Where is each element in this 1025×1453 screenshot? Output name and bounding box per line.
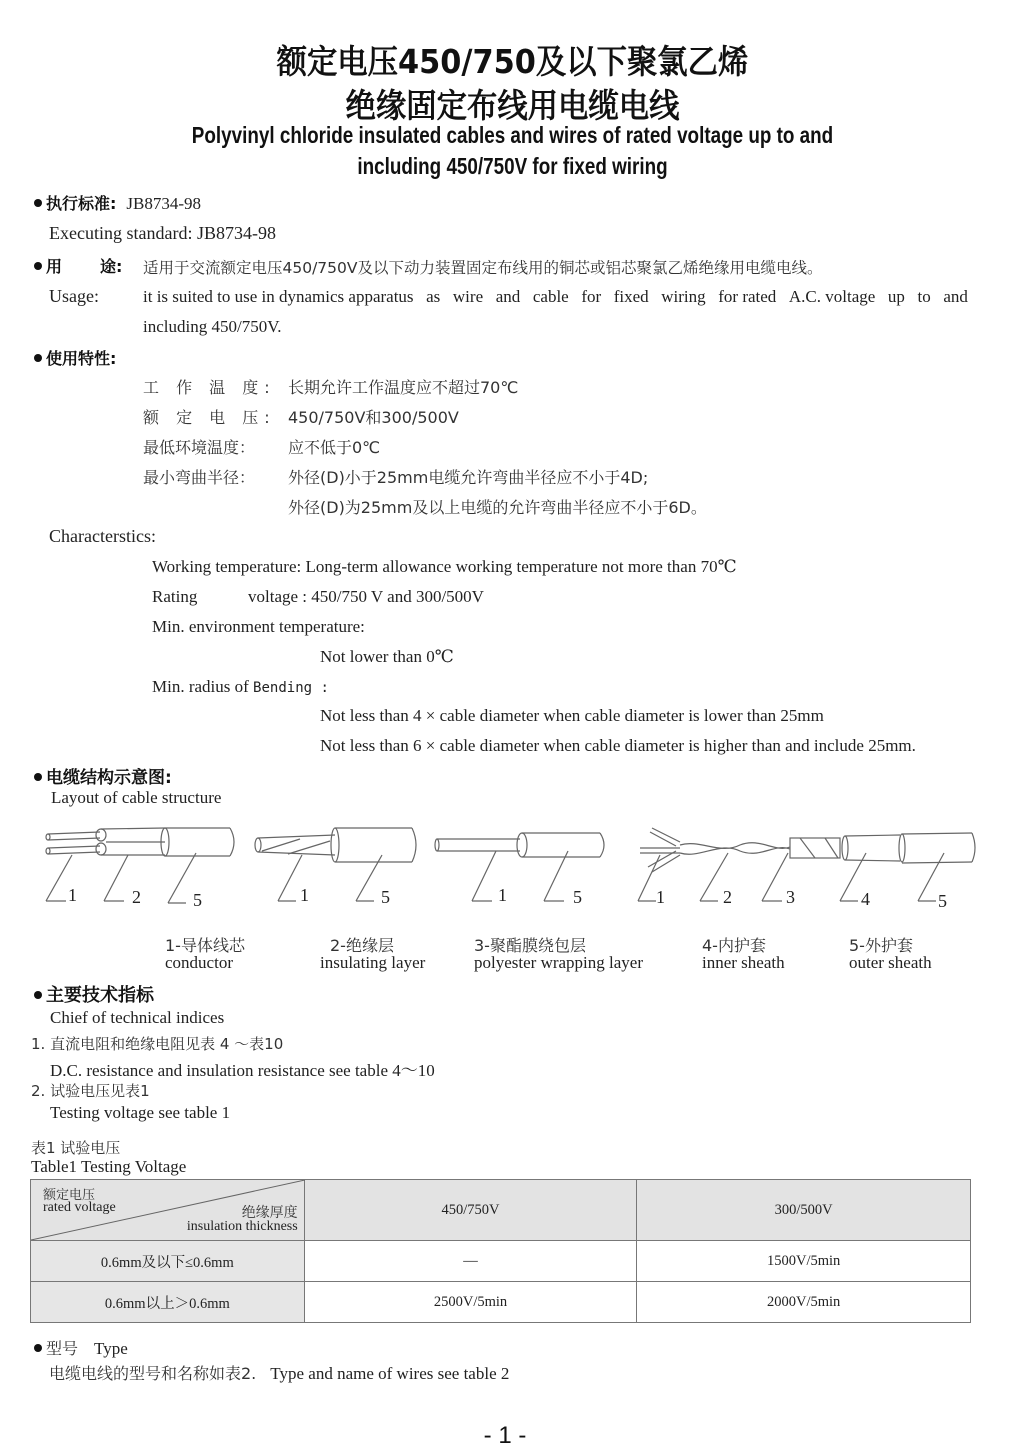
- type-heading: [34, 1336, 128, 1359]
- table-cell: 1500V/5min: [637, 1241, 971, 1282]
- table-cell: —: [304, 1241, 637, 1282]
- char-min-radius-value-2: Not less than 6 × cable diameter when cable diameter is higher than and include 25mm.: [320, 736, 916, 755]
- characteristics-heading: Characterstics:: [49, 526, 156, 546]
- usage-word: it is suited to use in dynamics apparatus: [143, 287, 414, 306]
- corner-top-cn: 额定电压: [43, 1188, 96, 1203]
- callout-number: 1: [68, 885, 77, 905]
- char-min-radius-label-2: Bending :: [253, 680, 329, 696]
- title-en-line1: Polyvinyl chloride insulated cables and wires of rated voltage up to and: [191, 122, 834, 148]
- standard-label-cn: 执行标准:: [46, 194, 117, 213]
- bullet-icon: [34, 773, 42, 781]
- bullet-icon: [34, 262, 42, 270]
- property-label: 工 作 温 度:: [143, 378, 276, 397]
- type-heading-cn: 型号: [46, 1339, 79, 1358]
- technical-heading-en: Chief of technical indices: [50, 1008, 225, 1027]
- technical-item1-cn: 1. 直流电阻和绝缘电阻见表 4 ～表10: [31, 1035, 284, 1053]
- table1-caption-cn: 表1 试验电压: [31, 1139, 121, 1157]
- usage-text-en-line1: [143, 287, 968, 307]
- callout-number: 1: [498, 885, 507, 905]
- callout-number: 5: [573, 887, 582, 907]
- corner-bottom-en: insulation thickness: [186, 1219, 298, 1234]
- legend-en: insulating layer: [320, 953, 426, 972]
- usage-word: up: [887, 287, 905, 306]
- usage-word: for: [581, 287, 602, 306]
- corner-top-en: rated voltage: [43, 1200, 116, 1215]
- char-min-radius-value-1: Not less than 4 × cable diameter when cable diameter is lower than 25mm: [320, 706, 824, 725]
- type-text-cn: 电缆电线的型号和名称如表2.: [49, 1364, 257, 1383]
- testing-voltage-table: [30, 1179, 971, 1323]
- char-min-env-label: Min. environment temperature:: [152, 617, 365, 636]
- structure-heading-cn: [34, 763, 172, 788]
- usage-word: A.C. voltage: [788, 287, 876, 306]
- legend-item: [849, 937, 932, 971]
- table1-caption-en: Table1 Testing Voltage: [31, 1157, 187, 1176]
- legend-cn: 2-绝缘层: [330, 936, 394, 955]
- property-label: 最低环境温度：: [143, 438, 256, 457]
- technical-item2-en: Testing voltage see table 1: [50, 1103, 231, 1122]
- char-min-radius-label-1: Min. radius of: [152, 677, 249, 696]
- callout-number: 1: [656, 887, 665, 907]
- properties-heading: [34, 346, 116, 369]
- property-value: 应不低于0℃: [288, 438, 381, 457]
- legend-cn: 5-外护套: [849, 936, 913, 955]
- bullet-icon: [34, 1344, 42, 1352]
- char-rating-label: Rating: [152, 587, 198, 606]
- callout-number: 5: [938, 891, 947, 911]
- property-value: 450/750V和300/500V: [288, 408, 459, 427]
- callout-number: 5: [381, 887, 390, 907]
- page-number: - 1 -: [483, 1422, 527, 1449]
- title-cn-line1: 额定电压450/750及以下聚氯乙烯: [276, 42, 749, 81]
- structure-heading-en: Layout of cable structure: [51, 788, 222, 807]
- legend-item: [320, 937, 425, 971]
- technical-heading-cn: [34, 981, 154, 1007]
- callout-number: 3: [786, 887, 795, 907]
- cable-diagram-b: [255, 828, 416, 901]
- row-thickness: 0.6mm及以下≤0.6mm: [31, 1241, 305, 1282]
- usage-word: for rated: [718, 287, 777, 306]
- char-min-env-value: Not lower than 0℃: [320, 647, 454, 666]
- corner-bottom-cn: 绝缘厚度: [241, 1205, 298, 1221]
- technical-item1-en: D.C. resistance and insulation resistance see table 4～10: [50, 1061, 435, 1080]
- usage-label-cn-2: 途:: [100, 257, 123, 276]
- legend-en: inner sheath: [702, 953, 785, 972]
- title-en-line2: including 450/750V for fixed wiring: [357, 153, 668, 179]
- legend-cn: 1-导体线芯: [165, 936, 245, 955]
- usage-word: and: [495, 287, 521, 306]
- technical-item2-cn: 2. 试验电压见表1: [31, 1082, 150, 1100]
- usage-label-en: Usage:: [49, 286, 99, 306]
- callout-number: 2: [132, 887, 141, 907]
- legend-en: polyester wrapping layer: [474, 953, 643, 972]
- legend-item: [165, 937, 245, 971]
- property-value: 长期允许工作温度应不超过70℃: [288, 378, 519, 397]
- cable-structure-diagram: [0, 815, 1025, 915]
- bullet-icon: [34, 991, 42, 999]
- char-min-radius-label: [152, 677, 329, 697]
- type-text: [49, 1361, 509, 1384]
- usage-word: wire: [452, 287, 484, 306]
- legend-cn: 3-聚酯膜绕包层: [474, 936, 586, 955]
- usage-word: cable: [532, 287, 569, 306]
- usage-word: to: [917, 287, 931, 306]
- row-thickness: 0.6mm以上＞0.6mm: [31, 1282, 305, 1323]
- title-cn-line2: 绝缘固定布线用电缆电线: [345, 86, 680, 125]
- legend-item: [702, 937, 785, 971]
- structure-heading-cn-text: 电缆结构示意图:: [46, 768, 172, 788]
- standard-label-en: Executing standard: JB8734-98: [49, 223, 276, 243]
- property-value: 外径(D)小于25mm电缆允许弯曲半径应不小于4D;: [288, 468, 649, 487]
- table-row: [31, 1282, 971, 1323]
- bullet-icon: [34, 199, 42, 207]
- type-text-en: Type and name of wires see table 2: [270, 1364, 510, 1383]
- diagram-callouts: [68, 885, 947, 911]
- legend-en: conductor: [165, 953, 233, 972]
- usage-word: and: [943, 287, 968, 306]
- table-row: [31, 1241, 971, 1282]
- property-label: 最小弯曲半径：: [143, 468, 256, 487]
- standard-value-cn: JB8734-98: [126, 194, 202, 213]
- usage-row-cn: [34, 254, 122, 277]
- callout-number: 5: [193, 890, 202, 910]
- usage-word: wiring: [661, 287, 706, 306]
- bullet-icon: [34, 354, 42, 362]
- table-cell: 2500V/5min: [304, 1282, 637, 1323]
- table-cell: 2000V/5min: [637, 1282, 971, 1323]
- legend-cn: 4-内护套: [702, 936, 766, 955]
- callout-number: 4: [861, 889, 870, 909]
- property-label: 额 定 电 压:: [143, 408, 276, 427]
- property-value: 外径(D)为25mm及以上电缆的允许弯曲半径应不小于6D。: [288, 498, 707, 517]
- standard-row: [34, 191, 201, 214]
- char-rating-value: voltage : 450/750 V and 300/500V: [248, 587, 484, 606]
- legend-en: outer sheath: [849, 953, 932, 972]
- column-header: 300/500V: [637, 1180, 971, 1241]
- legend-item: [474, 937, 643, 971]
- properties-heading-text: 使用特性:: [46, 349, 117, 368]
- callout-number: 1: [300, 885, 309, 905]
- table-corner-cell: [31, 1180, 305, 1241]
- table-header-row: [31, 1180, 971, 1241]
- usage-text-cn: 适用于交流额定电压450/750V及以下动力装置固定布线用的铜芯或铝芯聚氯乙烯绝缘用电缆电线。: [143, 259, 823, 277]
- usage-word: as: [426, 287, 441, 306]
- char-working-temperature: Working temperature: Long-term allowance working temperature not more than 70℃: [152, 557, 737, 576]
- usage-word: fixed: [613, 287, 649, 306]
- column-header: 450/750V: [304, 1180, 637, 1241]
- cable-diagram-d: [638, 828, 975, 901]
- callout-number: 2: [723, 887, 732, 907]
- technical-heading-cn-text: 主要技术指标: [46, 985, 154, 1006]
- usage-text-en-line2: including 450/750V.: [143, 317, 282, 336]
- usage-label-cn-1: 用: [46, 257, 63, 276]
- type-heading-en: Type: [94, 1339, 128, 1358]
